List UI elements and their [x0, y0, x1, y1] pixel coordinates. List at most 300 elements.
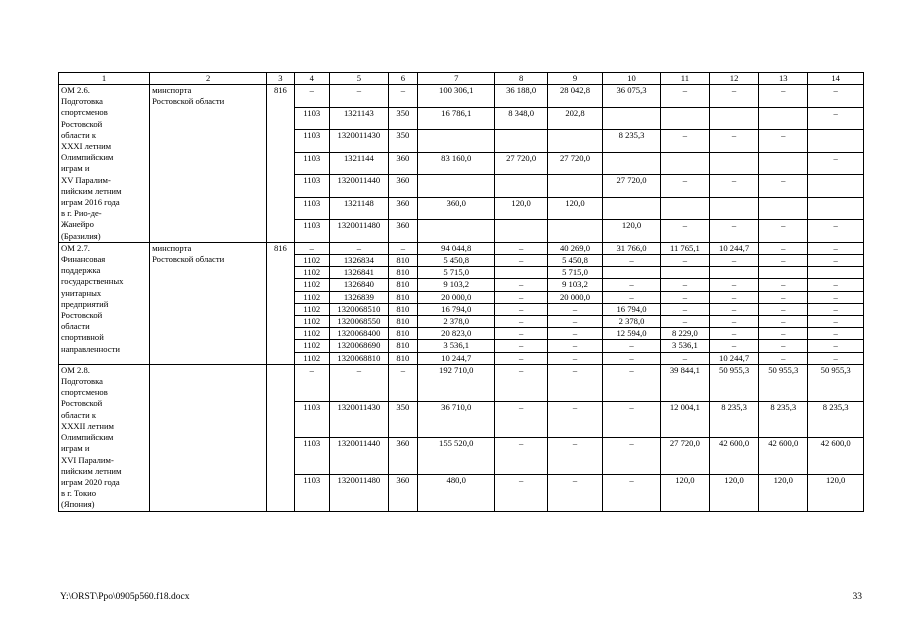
value-cell: 360,0 [417, 197, 494, 220]
value-cell: – [808, 316, 864, 328]
value-cell: 83 160,0 [417, 152, 494, 175]
value-cell: – [495, 328, 547, 340]
value-cell: – [603, 255, 661, 267]
column-number: 11 [660, 73, 709, 85]
value-cell: 810 [388, 303, 417, 315]
header-row [59, 73, 864, 85]
value-cell: – [808, 152, 864, 175]
value-cell: – [709, 255, 758, 267]
value-cell [709, 197, 758, 220]
value-cell: 810 [388, 255, 417, 267]
measure-name-line: предприятий [61, 298, 109, 309]
measure-name-line: (Япония) [61, 499, 95, 510]
value-cell: 120,0 [547, 197, 602, 220]
value-cell: 8 235,3 [603, 130, 661, 153]
value-cell: 94 044,8 [417, 242, 494, 254]
value-cell: – [808, 340, 864, 352]
value-cell [417, 175, 494, 198]
value-cell: – [808, 279, 864, 291]
value-cell [759, 267, 808, 279]
value-cell: 1326840 [330, 279, 389, 291]
value-cell: 39 844,1 [660, 364, 709, 401]
value-cell [495, 130, 547, 153]
value-cell [759, 107, 808, 130]
measure-name-line: пийским летним [61, 185, 122, 196]
column-number: 10 [603, 73, 661, 85]
value-cell: 1320068810 [330, 352, 389, 364]
value-cell [547, 220, 602, 243]
value-cell: – [759, 328, 808, 340]
value-cell: 28 042,8 [547, 85, 602, 108]
value-cell: 50 955,3 [808, 364, 864, 401]
value-cell: 155 520,0 [417, 438, 494, 475]
value-cell: – [759, 340, 808, 352]
value-cell: 350 [388, 107, 417, 130]
value-cell: 27 720,0 [603, 175, 661, 198]
value-cell: 2 378,0 [603, 316, 661, 328]
measure-name-line: XXXI летним [61, 141, 112, 152]
value-cell: 1321143 [330, 107, 389, 130]
value-cell: – [808, 352, 864, 364]
value-cell [660, 267, 709, 279]
value-cell: – [495, 438, 547, 475]
value-cell: 16 794,0 [417, 303, 494, 315]
value-cell: – [603, 279, 661, 291]
value-cell [660, 197, 709, 220]
value-cell: – [660, 255, 709, 267]
value-cell [759, 152, 808, 175]
value-cell: 1320011440 [330, 175, 389, 198]
file-path: Y:\ORST\Ppo\0905p560.f18.docx [60, 592, 190, 602]
value-cell: 480,0 [417, 474, 494, 511]
value-cell: 1326834 [330, 255, 389, 267]
value-cell [603, 267, 661, 279]
value-cell: 810 [388, 340, 417, 352]
value-cell: – [660, 175, 709, 198]
value-cell: 360 [388, 175, 417, 198]
value-cell: – [547, 474, 602, 511]
value-cell: – [709, 85, 758, 108]
value-cell: – [808, 328, 864, 340]
value-cell: – [294, 242, 330, 254]
table-row [59, 85, 864, 108]
value-cell: 1326839 [330, 291, 389, 303]
value-cell: – [808, 255, 864, 267]
value-cell: 1102 [294, 340, 330, 352]
measure-name-line: области к [61, 409, 97, 420]
column-number: 5 [330, 73, 389, 85]
measure-name-line: (Бразилия) [61, 230, 101, 241]
column-number: 12 [709, 73, 758, 85]
value-cell: 1102 [294, 303, 330, 315]
value-cell: 1103 [294, 107, 330, 130]
value-cell: 16 786,1 [417, 107, 494, 130]
value-cell: 31 766,0 [603, 242, 661, 254]
column-number: 8 [495, 73, 547, 85]
value-cell: – [709, 175, 758, 198]
value-cell: – [495, 352, 547, 364]
value-cell: – [547, 316, 602, 328]
column-number: 4 [294, 73, 330, 85]
value-cell: – [660, 291, 709, 303]
value-cell: 27 720,0 [547, 152, 602, 175]
executor-line: минспорта [152, 85, 192, 95]
value-cell [709, 152, 758, 175]
value-cell: – [495, 316, 547, 328]
value-cell: – [547, 438, 602, 475]
value-cell: 20 823,0 [417, 328, 494, 340]
measure-name-line: в г. Рио-де- [61, 208, 102, 219]
value-cell: 8 348,0 [495, 107, 547, 130]
value-cell: 360 [388, 197, 417, 220]
value-cell: – [808, 291, 864, 303]
value-cell: – [759, 279, 808, 291]
value-cell: – [709, 316, 758, 328]
measure-name-line: спортсменов [61, 107, 108, 118]
page-number: 33 [852, 592, 862, 602]
measure-name-line: XV Паралим- [61, 174, 111, 185]
measure-name-line: Ростовской [61, 310, 103, 321]
measure-name-line: играм 2020 года [61, 476, 120, 487]
value-cell: – [660, 85, 709, 108]
value-cell: 1102 [294, 267, 330, 279]
value-cell [808, 130, 864, 153]
value-cell: 8 235,3 [808, 401, 864, 438]
value-cell: 10 244,7 [709, 242, 758, 254]
measure-name-line: поддержка [61, 265, 101, 276]
value-cell: – [547, 364, 602, 401]
value-cell: 5 450,8 [547, 255, 602, 267]
column-number: 13 [759, 73, 808, 85]
value-cell [495, 175, 547, 198]
measure-name-line: Подготовка [61, 96, 103, 107]
value-cell: 10 244,7 [417, 352, 494, 364]
value-cell: 27 720,0 [660, 438, 709, 475]
value-cell: – [330, 85, 389, 108]
value-cell: 8 235,3 [709, 401, 758, 438]
value-cell: 1103 [294, 438, 330, 475]
value-cell: 1320068550 [330, 316, 389, 328]
value-cell: 1320011480 [330, 220, 389, 243]
value-cell: 8 229,0 [660, 328, 709, 340]
value-cell: 36 710,0 [417, 401, 494, 438]
value-cell: 350 [388, 401, 417, 438]
value-cell: 810 [388, 352, 417, 364]
value-cell: – [759, 175, 808, 198]
value-cell: – [709, 328, 758, 340]
value-cell: 1102 [294, 316, 330, 328]
value-cell: – [603, 474, 661, 511]
value-cell: 120,0 [759, 474, 808, 511]
value-cell: 9 103,2 [547, 279, 602, 291]
value-cell: – [495, 279, 547, 291]
value-cell: – [495, 303, 547, 315]
column-number: 2 [150, 73, 267, 85]
value-cell: – [759, 130, 808, 153]
column-number: 6 [388, 73, 417, 85]
value-cell: 20 000,0 [417, 291, 494, 303]
measure-name-line: государственных [61, 276, 124, 287]
column-number: 3 [267, 73, 294, 85]
value-cell: 8 235,3 [759, 401, 808, 438]
value-cell: – [603, 438, 661, 475]
measure-name-line: XXXII летним [61, 420, 114, 431]
value-cell: – [547, 303, 602, 315]
value-cell: – [709, 220, 758, 243]
value-cell: – [547, 340, 602, 352]
value-cell: – [330, 364, 389, 401]
value-cell: 5 450,8 [417, 255, 494, 267]
value-cell [547, 130, 602, 153]
table-row [59, 242, 864, 254]
value-cell: – [495, 242, 547, 254]
value-cell: 1102 [294, 255, 330, 267]
measure-name-line: унитарных [61, 287, 102, 298]
value-cell: 40 269,0 [547, 242, 602, 254]
value-cell: – [603, 352, 661, 364]
measure-name-line: направленности [61, 343, 120, 354]
value-cell: – [495, 364, 547, 401]
measure-name-line: в г. Токио [61, 488, 97, 499]
value-cell: 36 188,0 [495, 85, 547, 108]
executor-line: минспорта [152, 242, 192, 253]
measure-name-line: XVI Паралим- [61, 454, 114, 465]
measure-name-line: области к [61, 129, 97, 140]
value-cell: 360 [388, 438, 417, 475]
value-cell: 1320011480 [330, 474, 389, 511]
value-cell [603, 107, 661, 130]
value-cell: – [808, 107, 864, 130]
value-cell: – [759, 85, 808, 108]
value-cell [709, 107, 758, 130]
measure-name-line: Ростовской [61, 118, 103, 129]
value-cell: – [547, 352, 602, 364]
value-cell: – [603, 401, 661, 438]
value-cell: – [709, 303, 758, 315]
value-cell: 1320068690 [330, 340, 389, 352]
executor-line: Ростовской области [152, 96, 225, 107]
value-cell: 9 103,2 [417, 279, 494, 291]
value-cell: – [759, 303, 808, 315]
value-cell [495, 267, 547, 279]
value-cell: 42 600,0 [808, 438, 864, 475]
measure-name-line: играм и [61, 443, 90, 454]
value-cell: – [759, 255, 808, 267]
value-cell: 1320011430 [330, 401, 389, 438]
measure-name-line: играм 2016 года [61, 197, 120, 208]
measure-name-line: ОМ 2.6. [61, 85, 90, 95]
value-cell [603, 152, 661, 175]
value-cell: 5 715,0 [417, 267, 494, 279]
value-cell: – [709, 340, 758, 352]
value-cell: 3 536,1 [417, 340, 494, 352]
measure-name-line: спортивной [61, 332, 104, 343]
executor-line: Ростовской области [152, 254, 225, 265]
value-cell: – [759, 316, 808, 328]
value-cell: 1320011430 [330, 130, 389, 153]
value-cell: 810 [388, 328, 417, 340]
value-cell [709, 267, 758, 279]
value-cell: 3 536,1 [660, 340, 709, 352]
value-cell: – [808, 220, 864, 243]
value-cell: – [603, 291, 661, 303]
value-cell: 1103 [294, 130, 330, 153]
value-cell: – [660, 303, 709, 315]
value-cell: 360 [388, 474, 417, 511]
value-cell [603, 197, 661, 220]
executor-cell [150, 85, 267, 243]
measure-name-cell [59, 85, 150, 243]
column-number: 1 [59, 73, 150, 85]
measure-name-line: ОМ 2.8. [61, 364, 90, 375]
value-cell: 2 378,0 [417, 316, 494, 328]
value-cell: – [495, 401, 547, 438]
value-cell: 1320068510 [330, 303, 389, 315]
value-cell: 100 306,1 [417, 85, 494, 108]
value-cell: 12 594,0 [603, 328, 661, 340]
value-cell [660, 107, 709, 130]
value-cell: – [495, 474, 547, 511]
value-cell: – [759, 291, 808, 303]
value-cell: – [660, 279, 709, 291]
measure-name-line: пийским летним [61, 465, 122, 476]
value-cell [417, 130, 494, 153]
executor-cell [150, 242, 267, 364]
value-cell: 192 710,0 [417, 364, 494, 401]
value-cell: – [808, 85, 864, 108]
value-cell: 36 075,3 [603, 85, 661, 108]
value-cell: 810 [388, 316, 417, 328]
value-cell [417, 220, 494, 243]
value-cell [808, 267, 864, 279]
value-cell: 120,0 [660, 474, 709, 511]
value-cell: 1103 [294, 401, 330, 438]
value-cell: – [759, 352, 808, 364]
value-cell: – [808, 242, 864, 254]
value-cell: – [495, 340, 547, 352]
measure-name-line: спортсменов [61, 387, 108, 398]
value-cell: 1102 [294, 328, 330, 340]
value-cell [808, 175, 864, 198]
grbs-code-cell: 816 [267, 242, 294, 364]
value-cell: 360 [388, 220, 417, 243]
value-cell: 1103 [294, 474, 330, 511]
value-cell: – [660, 130, 709, 153]
value-cell: 50 955,3 [709, 364, 758, 401]
value-cell: – [709, 279, 758, 291]
value-cell: – [388, 242, 417, 254]
value-cell: 10 244,7 [709, 352, 758, 364]
value-cell: 350 [388, 130, 417, 153]
value-cell: 16 794,0 [603, 303, 661, 315]
measure-name-cell [59, 364, 150, 511]
measure-name-line: Олимпийским [61, 152, 114, 163]
value-cell: 20 000,0 [547, 291, 602, 303]
value-cell: – [603, 340, 661, 352]
value-cell [759, 197, 808, 220]
measure-name-line: Олимпийским [61, 432, 114, 443]
measure-name-line: ОМ 2.7. [61, 242, 90, 253]
value-cell: 810 [388, 279, 417, 291]
value-cell: 360 [388, 152, 417, 175]
value-cell: 1321148 [330, 197, 389, 220]
value-cell: – [330, 242, 389, 254]
value-cell: 1103 [294, 175, 330, 198]
value-cell: 120,0 [495, 197, 547, 220]
value-cell: 12 004,1 [660, 401, 709, 438]
column-number: 9 [547, 73, 602, 85]
value-cell: – [547, 401, 602, 438]
value-cell [547, 175, 602, 198]
value-cell: – [388, 85, 417, 108]
value-cell: – [294, 85, 330, 108]
grbs-code-cell: 816 [267, 85, 294, 243]
measure-name-line: Ростовской [61, 398, 103, 409]
executor-cell [150, 364, 267, 511]
value-cell: 11 765,1 [660, 242, 709, 254]
value-cell: 120,0 [808, 474, 864, 511]
value-cell: – [495, 291, 547, 303]
value-cell [808, 197, 864, 220]
column-number: 14 [808, 73, 864, 85]
value-cell: 202,8 [547, 107, 602, 130]
value-cell: 1103 [294, 220, 330, 243]
value-cell: – [660, 316, 709, 328]
value-cell: – [660, 220, 709, 243]
value-cell: 5 715,0 [547, 267, 602, 279]
value-cell [495, 220, 547, 243]
value-cell: 1321144 [330, 152, 389, 175]
value-cell: 1102 [294, 352, 330, 364]
value-cell: – [660, 352, 709, 364]
value-cell: 1102 [294, 279, 330, 291]
value-cell: 810 [388, 291, 417, 303]
measure-name-line: Жанейро [61, 219, 94, 230]
value-cell: 42 600,0 [759, 438, 808, 475]
measure-name-line: играм и [61, 163, 90, 174]
value-cell: – [294, 364, 330, 401]
value-cell: – [495, 255, 547, 267]
value-cell: – [759, 220, 808, 243]
value-cell: – [808, 303, 864, 315]
value-cell: 1320068400 [330, 328, 389, 340]
measure-name-line: Подготовка [61, 376, 103, 387]
value-cell: 27 720,0 [495, 152, 547, 175]
measure-name-cell [59, 242, 150, 364]
value-cell: – [603, 364, 661, 401]
value-cell: – [759, 242, 808, 254]
value-cell: – [709, 291, 758, 303]
value-cell: – [547, 328, 602, 340]
value-cell: – [388, 364, 417, 401]
grbs-code-cell [267, 364, 294, 511]
value-cell: 1103 [294, 152, 330, 175]
measure-name-line: области [61, 321, 90, 332]
value-cell [660, 152, 709, 175]
value-cell: 50 955,3 [759, 364, 808, 401]
budget-table [58, 72, 864, 512]
value-cell: 1320011440 [330, 438, 389, 475]
value-cell: 1326841 [330, 267, 389, 279]
value-cell: – [709, 130, 758, 153]
table-row [59, 364, 864, 401]
measure-name-line: Финансовая [61, 254, 106, 265]
value-cell: 120,0 [709, 474, 758, 511]
value-cell: 1102 [294, 291, 330, 303]
value-cell: 1103 [294, 197, 330, 220]
column-number: 7 [417, 73, 494, 85]
value-cell: 810 [388, 267, 417, 279]
